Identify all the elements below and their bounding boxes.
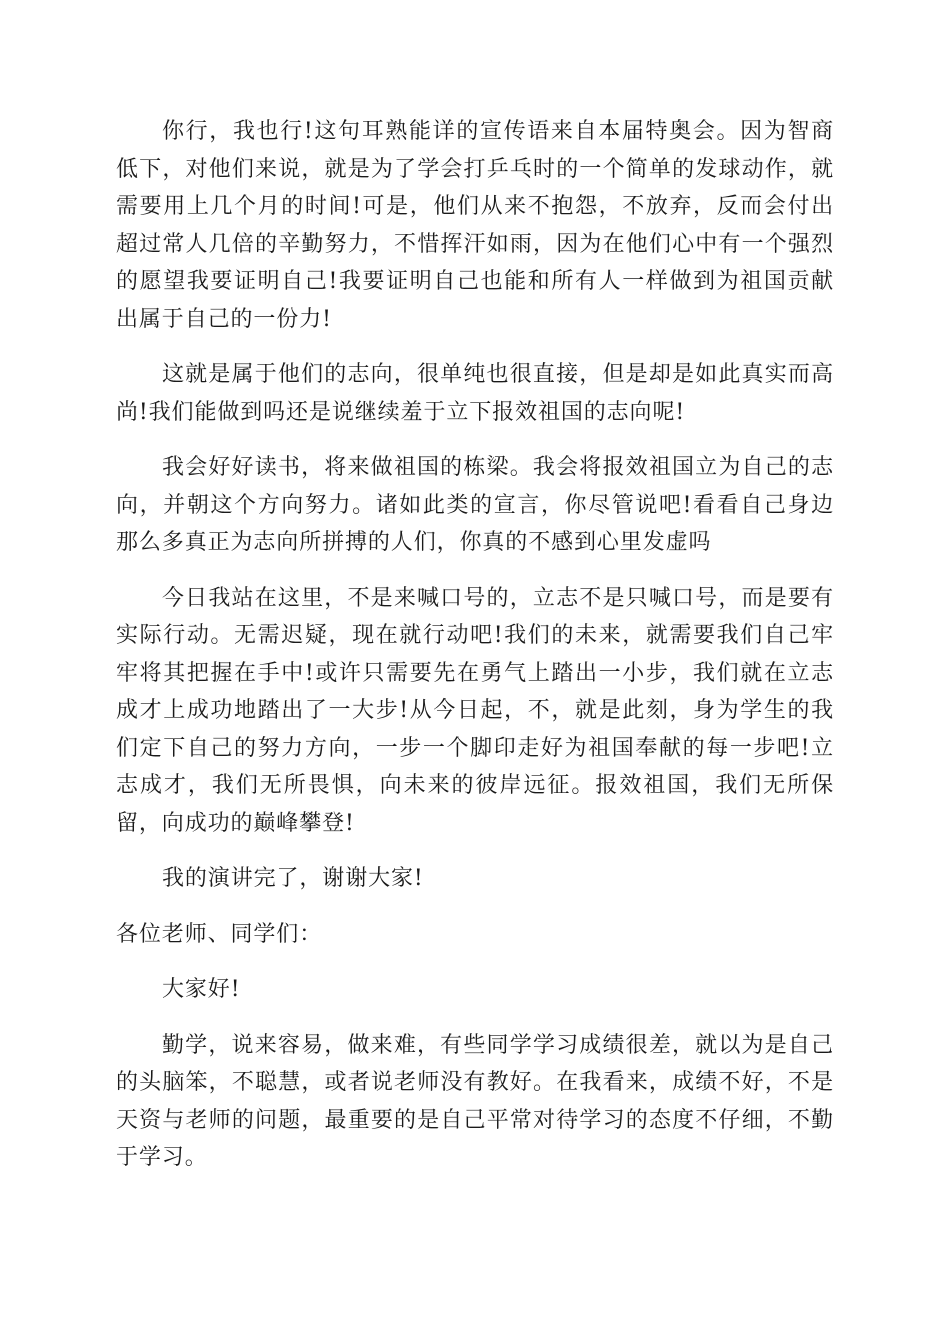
paragraph-special-olympics: 你行，我也行!这句耳熟能详的宣传语来自本届特奥会。因为智商低下，对他们来说，就是为了学会打乒乓时的一个简单的发球动作，就需要用上几个月的时间!可是，他们从来不抱怨，不放弃，反而会付出超过常人几倍的辛勤努力，不惜挥汗如雨，因为在他们心中有一个强烈的愿望我要证明自己!我要证明自己也能和所有人一样做到为祖国贡献出属于自己的一份力! — [116, 119, 834, 332]
paragraph-their-aspiration: 这就是属于他们的志向，很单纯也很直接，但是却是如此真实而高尚!我们能做到吗还是说继续羞于立下报效祖国的志向呢! — [116, 362, 834, 425]
paragraph-greeting: 大家好! — [162, 977, 241, 1002]
paragraph-closing-thanks: 我的演讲完了，谢谢大家! — [162, 866, 424, 891]
paragraph-diligent-study: 勤学，说来容易，做来难，有些同学学习成绩很差，就以为是自己的头脑笨，不聪慧，或者说老师没有教好。在我看来，成绩不好，不是天资与老师的问题，最重要的是自己平常对待学习的态度不仔细，不勤于学习。 — [116, 1032, 834, 1170]
paragraph-declarations: 我会好好读书，将来做祖国的栋梁。我会将报效祖国立为自己的志向，并朝这个方向努力。诸如此类的宣言，你尽管说吧!看看自己身边那么多真正为志向所拼搏的人们，你真的不感到心里发虚吗 — [116, 455, 834, 555]
paragraph-salutation: 各位老师、同学们： — [116, 921, 323, 947]
paragraph-take-action: 今日我站在这里，不是来喊口号的，立志不是只喊口号，而是要有实际行动。无需迟疑，现在就行动吧!我们的未来，就需要我们自己牢牢将其把握在手中!或许只需要先在勇气上踏出一小步，我们就在立志成才上成功地踏出了一大步!从今日起，不，就是此刻，身为学生的我们定下自己的努力方向，一步一个脚印走好为祖国奉献的每一步吧!立志成才，我们无所畏惧，向未来的彼岸远征。报效祖国，我们无所保留，向成功的巅峰攀登! — [116, 585, 834, 836]
